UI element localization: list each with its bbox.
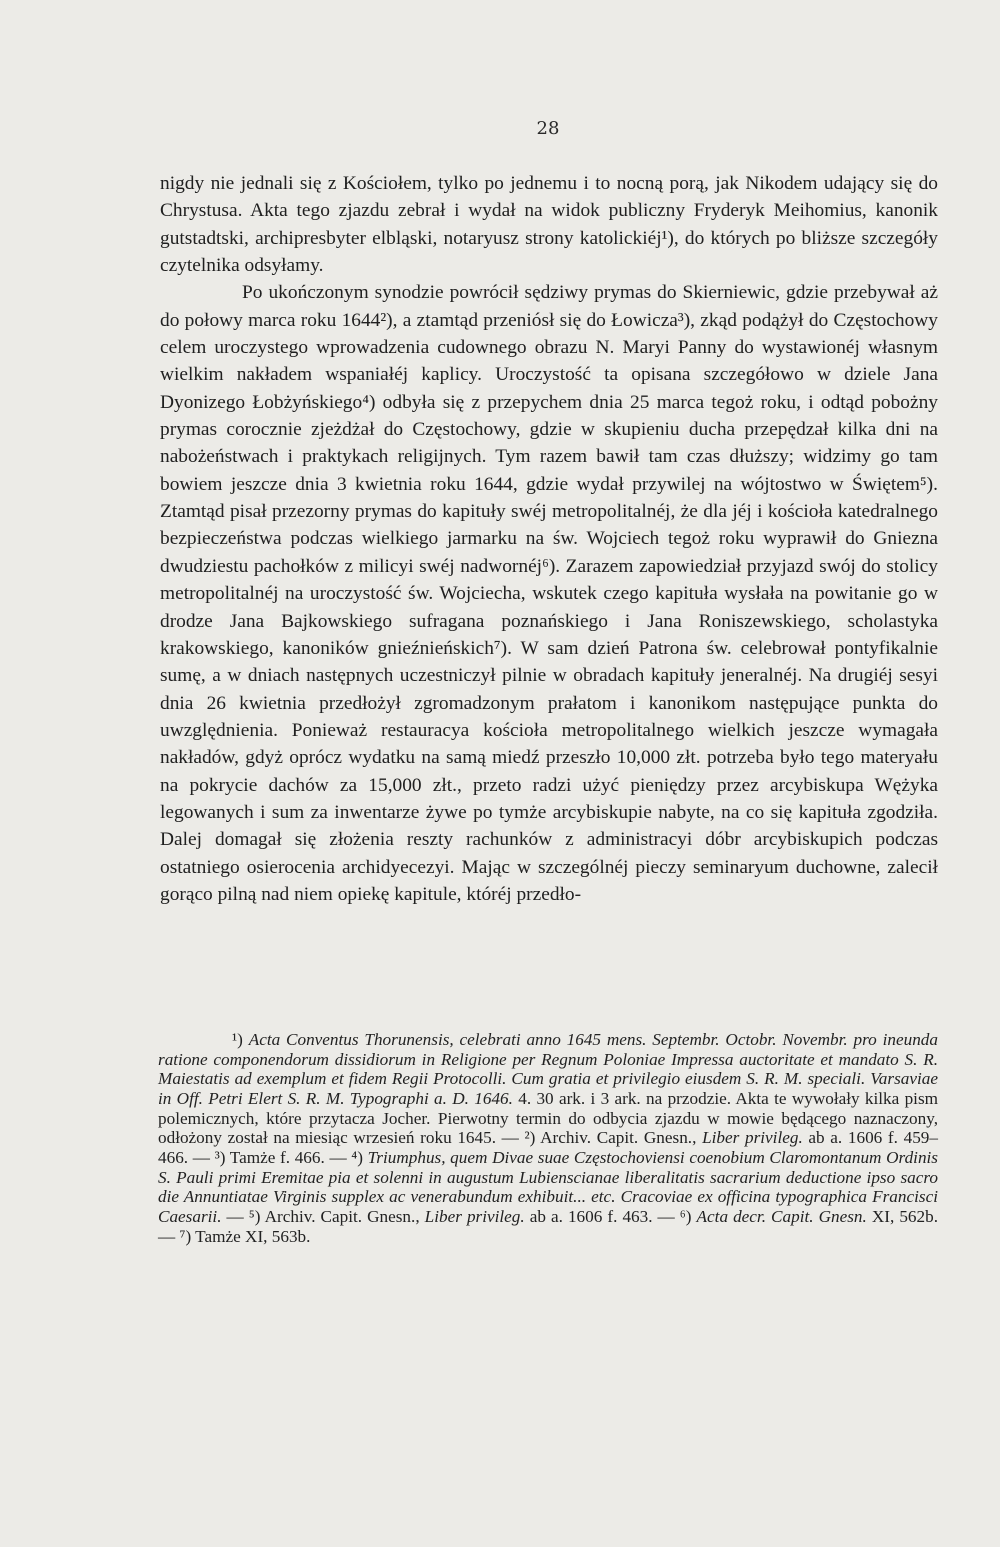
- footnote-segment: ab a. 1606 f. 463. — ⁶): [524, 1206, 697, 1226]
- footnote-segment: 4. 30 ark. i 3 ark. na przodzie. Akta te wywołały kilka pism polemicznych, które przytacza Jocher. Pierwotny termin do odbycia zjazdu w mowie będącego naznaczony, odłożony został na miesiąc wrzesień roku 1645. — ²) Archiv. Capit. Gnesn.,: [158, 1088, 939, 1148]
- footnotes: [158, 1030, 938, 1246]
- footnote-segment: XI, 562b. — ⁷) Tamże XI, 563b.: [158, 1206, 938, 1246]
- footnote-block: [158, 1030, 938, 1246]
- footnote-segment: Liber privileg.: [702, 1128, 803, 1148]
- footnote-segment: ¹): [232, 1030, 249, 1049]
- paragraph: nigdy nie jednali się z Kościołem, tylko po jednemu i to nocną porą, jak Nikodem udający się do Chrystusa. Akta tego zjazdu zebrał i wydał na widok publiczny Fryderyk Meihomius, kanonik gutstadtski, archipresbyter elbląski, notaryusz strony katolickiéj¹), do których po bliższe szczegóły czytelnika odsyłamy.: [160, 173, 938, 277]
- footnote-segment: Liber privileg.: [424, 1206, 525, 1226]
- body-text: [160, 170, 938, 908]
- footnote-segment: Acta decr. Capit. Gnesn.: [696, 1206, 867, 1226]
- page-number: 28: [536, 118, 560, 139]
- footnote-segment: Triumphus, quem Divae suae Częstochoviensi coenobium Claromontanum Ordinis S. Pauli primi Eremitae pia et solenni in augustum Lubienscianae liberalitatis sacrarium deductione ipso sacro die Annuntiatae Virginis supplex ac venerabundum exhibuit... etc. Cracoviae ex officina typographica Francisci Caesarii.: [158, 1147, 938, 1226]
- footnote-segment: ab a. 1606 f. 459–466. — ³) Tamże f. 466. — ⁴): [158, 1128, 938, 1167]
- paragraph: Po ukończonym synodzie powrócił sędziwy prymas do Skierniewic, gdzie przebywał aż do połowy marca roku 1644²), a ztamtąd przeniósł się do Łowicza³), zkąd podążył do Częstochowy celem uroczystego wprowadzenia cudownego obrazu N. Maryi Panny do wystawionéj własnym wielkim nakładem wspaniałéj kaplicy. Uroczystość ta opisana szczegółowo w dziele Jana Dyonizego Łobżyńskiego⁴) odbyła się z przepychem dnia 25 marca tegoż roku, i odtąd pobożny prymas corocznie zjeżdżał do Częstochowy, gdzie w skupieniu ducha przepędzał kilka dni na nabożeństwach i praktykach religijnych. Tym razem bawił tam czas dłuższy; widzimy go tam bowiem jeszcze dnia 3 kwietnia roku 1644, gdzie wydał przywilej na wójtostwo w Świętem⁵). Ztamtąd pisał przezorny prymas do kapituły swéj metropolitalnéj, że dla jéj i kościoła katedralnego bezpieczeństwa podczas wielkiego jarmarku na św. Wojciech tegoż roku wyprawił do Gniezna dwudziestu pachołków z milicyi swéj nadwornéj⁶). Zarazem zapowiedział przyjazd swój do stolicy metropolitalnéj na uroczystość św. Wojciecha, wskutek czego kapituła wysłała na powitanie go w drodze Jana Bajkowskiego sufragana poznańskiego i Jana Roniszewskiego, scholastyka krakowskiego, kanoników gnieźnieńskich⁷). W sam dzień Patrona św. celebrował pontyfikalnie sumę, a w dniach następnych uczestniczył pilnie w obradach kapituły jeneralnéj. Na drugiéj sesyi dnia 26 kwietnia przedłożył zgromadzonym prałatom i kanonikom następujące punkta do uwzględnienia. Ponieważ restauracya kościoła metropolitalnego wielkich jeszcze wymagała nakładów, gdyż oprócz wydatku na samą miedź przeszło 10,000 złt. potrzeba było tego materyału na pokrycie dachów za 15,000 złt., przeto radzi użyć pieniędzy przez arcybiskupa Wężyka legowanych i sum za inwentarze żywe po tymże arcybiskupie nabyte, na co się kapituła zgodziła. Dalej domagał się złożenia reszty rachunków z administracyi dóbr arcybiskupich podczas ostatniego osierocenia archidyecezyi. Mając w szczególnéj pieczy seminaryum duchowne, zalecił gorąco pilną nad niem opiekę kapitule, któréj przedło-: [160, 282, 938, 905]
- footnote-segment: Acta Conventus Thorunensis, celebrati anno 1645 mens. Septembr. Octobr. Novembr. pro ineunda ratione componendorum dissidiorum in Religione per Regnum Poloniae Impressa auctoritate et mandato S. R. Maiestatis ad exemplum et fidem Regii Protocolli. Cum gratia et privilegio eiusdem S. R. M. speciali. Varsaviae in Off. Petri Elert S. R. M. Typographi a. D. 1646.: [158, 1030, 938, 1108]
- footnote-segment: — ⁵) Archiv. Capit. Gnesn.,: [221, 1206, 425, 1226]
